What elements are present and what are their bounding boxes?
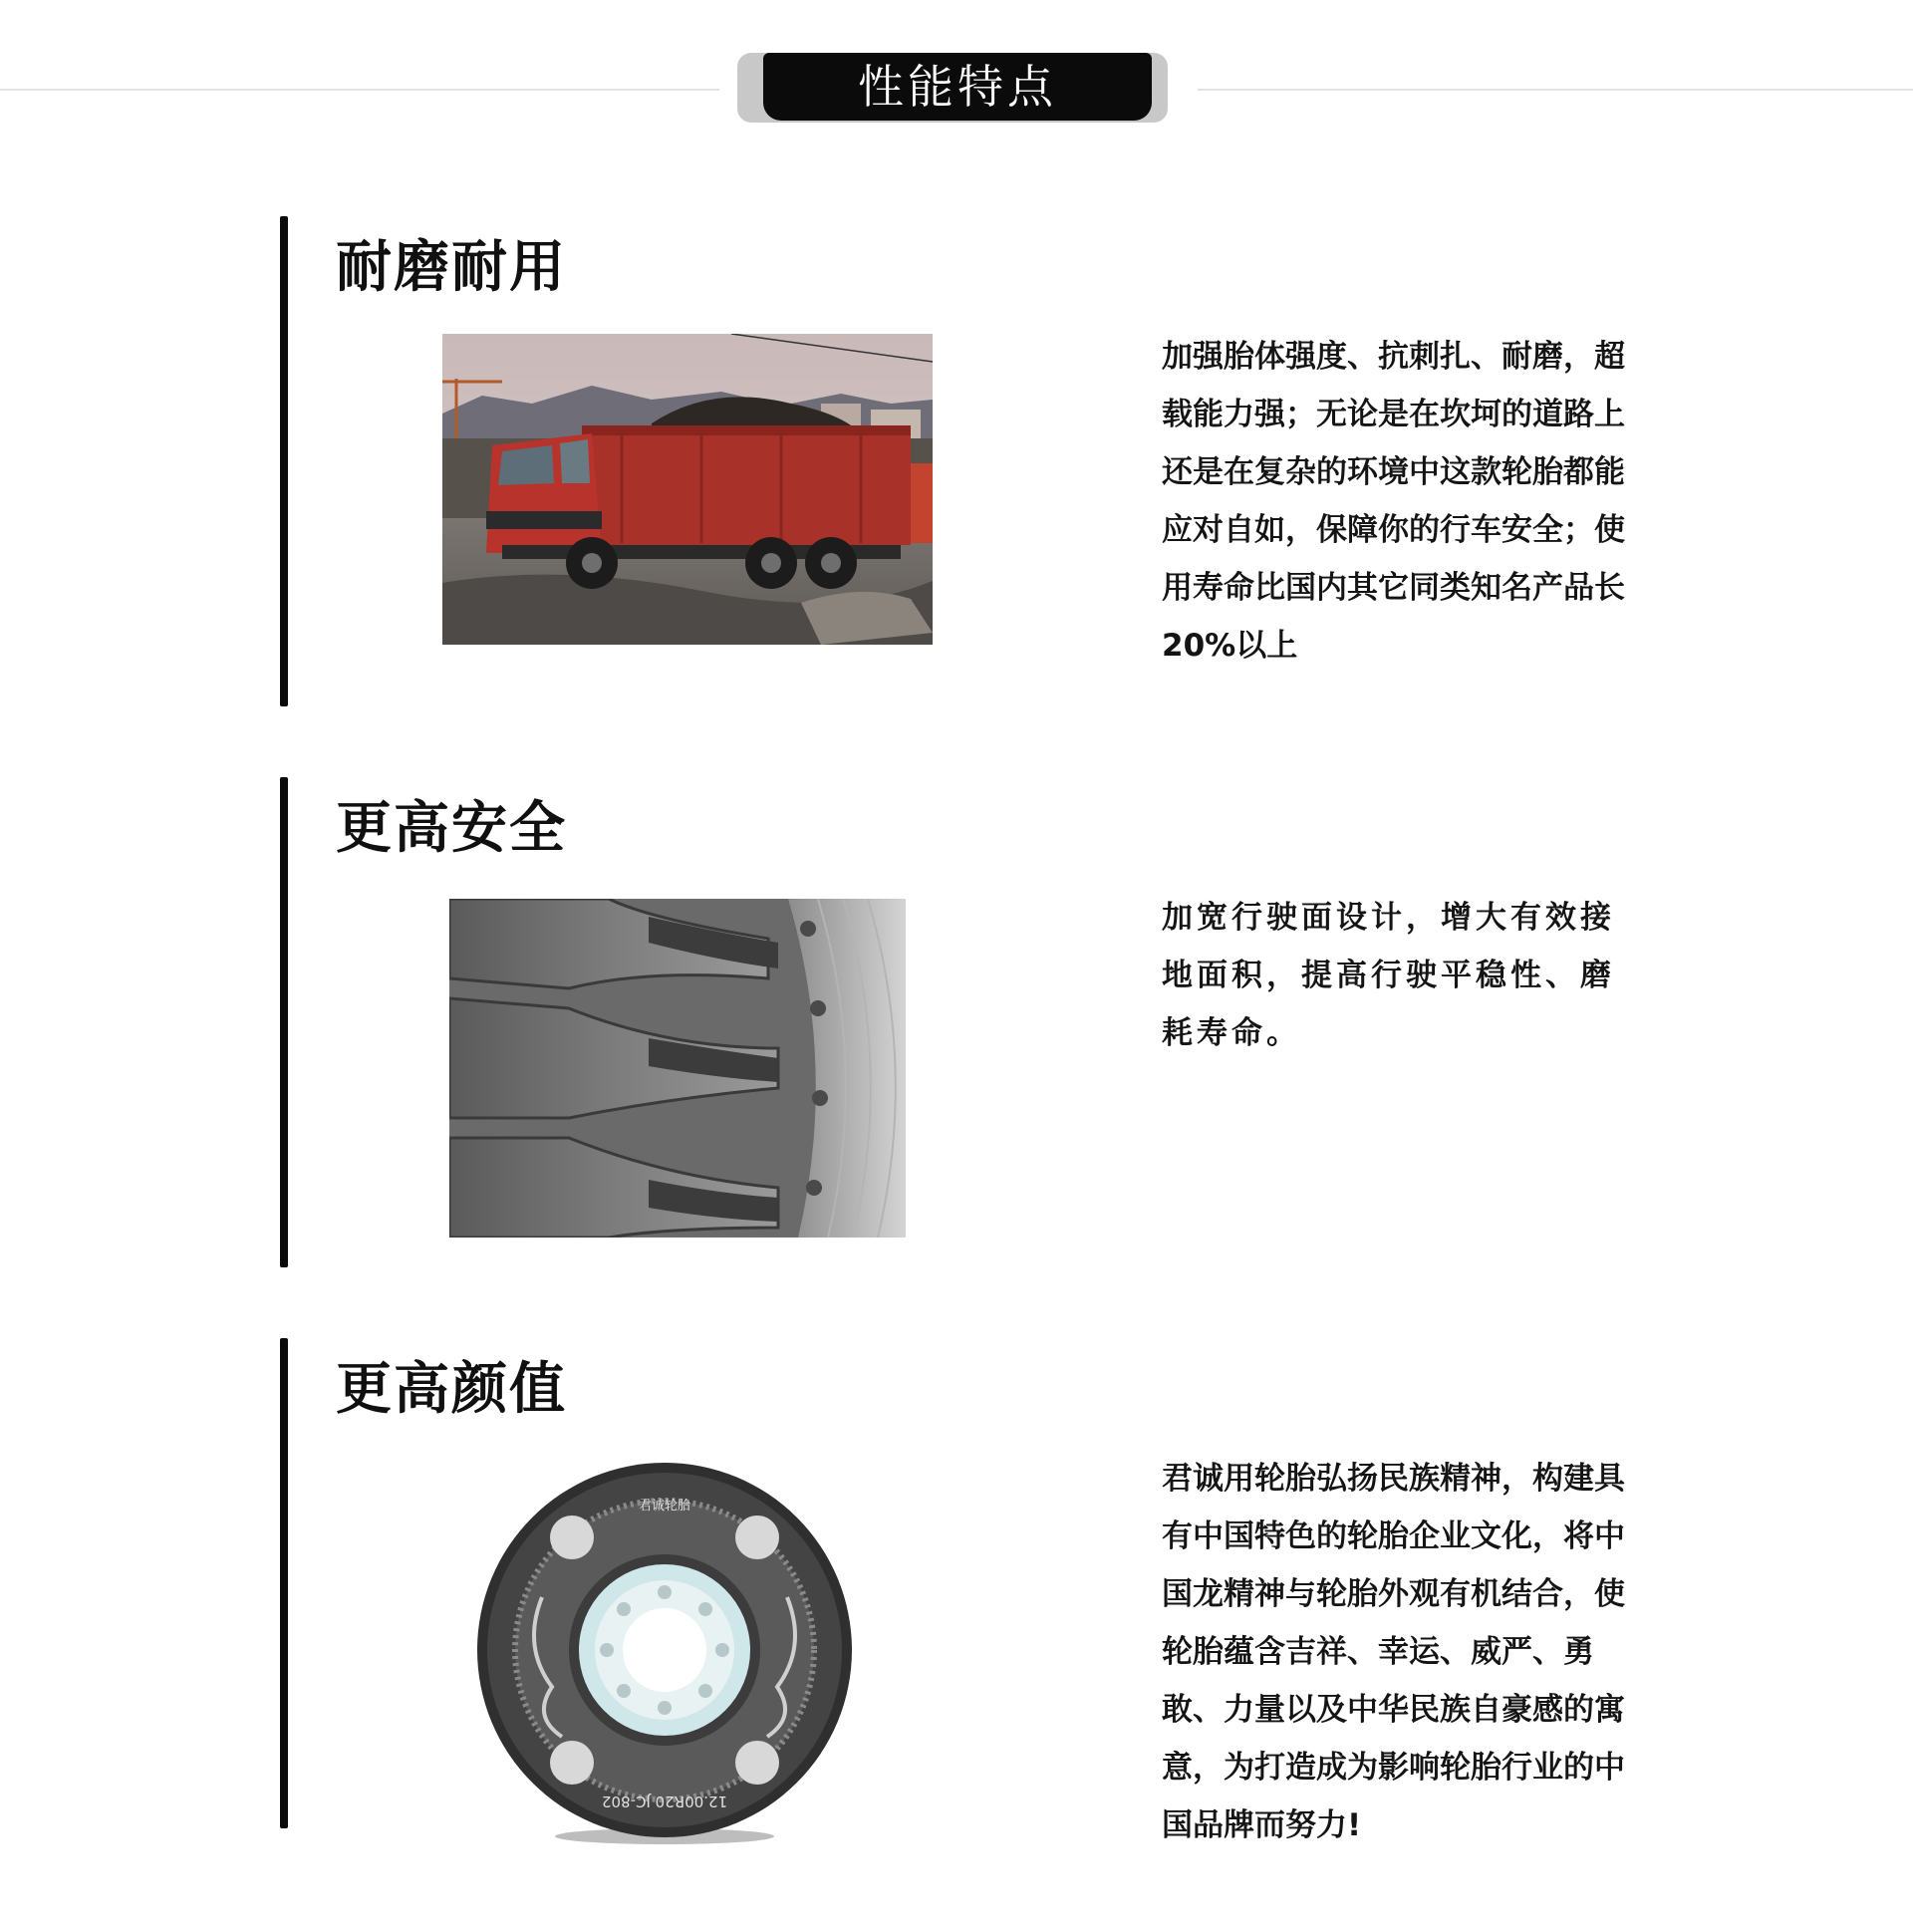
feature-section-durability [0,216,1913,709]
header-divider-right [1198,89,1913,91]
page-title: 性能特点 [858,60,1057,114]
feature-section-appearance [0,1338,1913,1856]
section-accent-bar [280,216,288,706]
section-header-tab [737,53,1168,123]
section-title: 更高安全 [336,796,567,861]
header-divider-left [0,89,719,91]
section-description: 加宽行驶面设计，增大有效接地面积，提高行驶平稳性、磨耗寿命。 [1162,900,1615,1051]
tire-tread-closeup-photo [449,899,906,1238]
dragon-sidewall-tire-photo [472,1458,857,1846]
section-description: 君诚用轮胎弘扬民族精神，构建具有中国特色的轮胎企业文化，将中国龙精神与轮胎外观有机结合，使轮胎蕴含吉祥、幸运、威严、勇敢、力量以及中华民族自豪感的寓意，为打造成为影响轮胎行业的中国品牌而努力! [1162,1461,1625,1843]
red-dump-truck-photo [442,334,933,645]
tire-brand-mark: 君诚轮胎 [638,1499,691,1514]
feature-section-safety [0,777,1913,1270]
section-description: 加强胎体强度、抗刺扎、耐磨，超载能力强；无论是在坎坷的道路上还是在复杂的环境中这款轮胎都能应对自如，保障你的行车安全；使用寿命比国内其它同类知名产品长20%以上 [1162,339,1625,664]
section-title: 耐磨耐用 [336,235,567,300]
section-accent-bar [280,1338,288,1828]
tire-size-mark: 12.00R20 JC-802 [601,1793,728,1810]
section-title: 更高颜值 [336,1357,567,1422]
section-accent-bar [280,777,288,1267]
